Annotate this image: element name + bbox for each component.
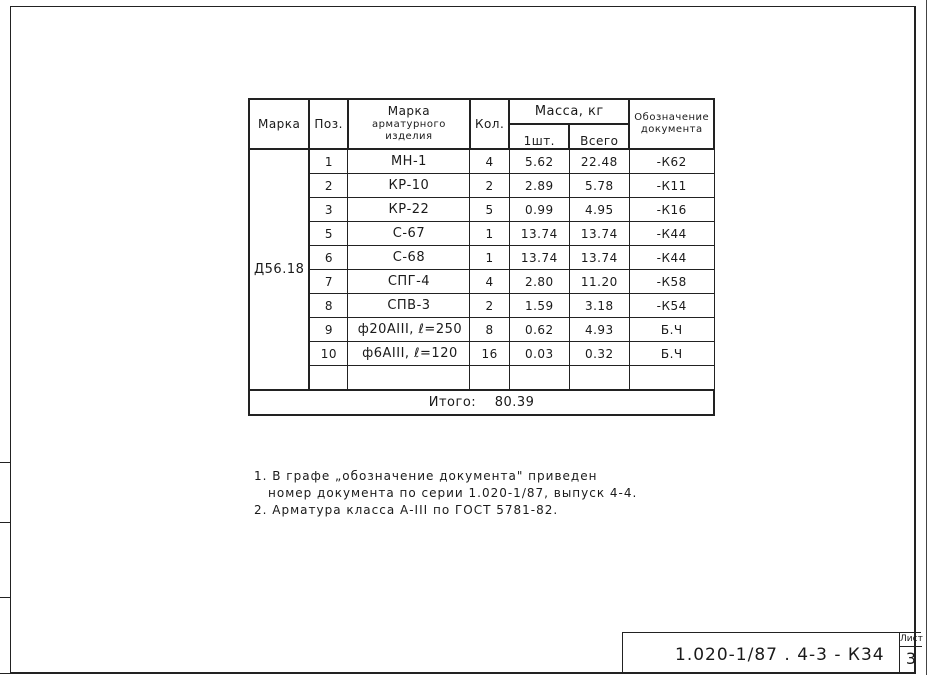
total-row <box>249 390 714 415</box>
cell-empty <box>309 366 348 391</box>
header-mass-total: Всего <box>569 124 629 149</box>
cell-name: С-68 <box>348 246 470 270</box>
table-row <box>249 222 714 246</box>
cell-doc: -К62 <box>629 149 714 174</box>
header-mass: Масса, кг <box>509 99 629 124</box>
cell-pos: 6 <box>309 246 348 270</box>
cell-qty: 1 <box>470 222 509 246</box>
cell-qty: 2 <box>470 174 509 198</box>
cell-mass-total: 3.18 <box>569 294 629 318</box>
cell-doc: -К11 <box>629 174 714 198</box>
cell-doc: -К44 <box>629 222 714 246</box>
cell-name: КР-10 <box>348 174 470 198</box>
cell-mass-total: 13.74 <box>569 222 629 246</box>
cell-pos: 5 <box>309 222 348 246</box>
sheet-box <box>899 633 922 673</box>
cell-doc: -К16 <box>629 198 714 222</box>
margin-box-3 <box>0 597 10 674</box>
cell-pos: 2 <box>309 174 348 198</box>
note-1-line-1: 1. В графе „обозначение документа" приведен <box>254 469 598 483</box>
header-qty: Кол. <box>470 99 509 149</box>
cell-empty <box>509 366 569 391</box>
cell-mass-one: 0.62 <box>509 318 569 342</box>
document-code: 1.020-1/87 . 4-3 - К34 <box>675 645 885 665</box>
cell-qty: 4 <box>470 270 509 294</box>
cell-mass-one: 0.99 <box>509 198 569 222</box>
cell-mass-total: 22.48 <box>569 149 629 174</box>
header-item-line3: изделия <box>385 131 433 142</box>
cell-qty: 1 <box>470 246 509 270</box>
header-item <box>348 99 470 149</box>
frame-top-line <box>10 6 915 7</box>
cell-name: СПВ-3 <box>348 294 470 318</box>
cell-doc: Б.Ч <box>629 342 714 366</box>
cell-empty <box>470 366 509 391</box>
cell-mass-total: 4.95 <box>569 198 629 222</box>
cell-mass-total: 0.32 <box>569 342 629 366</box>
cell-mass-one: 2.80 <box>509 270 569 294</box>
cell-mass-total: 11.20 <box>569 270 629 294</box>
notes-block <box>254 468 637 519</box>
margin-box-1 <box>0 462 10 523</box>
total-value: 80.39 <box>494 395 535 410</box>
table-row <box>249 270 714 294</box>
table-row <box>249 174 714 198</box>
header-doc <box>629 99 714 149</box>
cell-qty: 16 <box>470 342 509 366</box>
specification-table <box>248 98 715 416</box>
cell-name: С-67 <box>348 222 470 246</box>
cell-empty <box>629 366 714 391</box>
table-row-empty <box>249 366 714 391</box>
cell-mass-one: 13.74 <box>509 222 569 246</box>
header-doc-line2: документа <box>640 124 703 135</box>
cell-mass-one: 1.59 <box>509 294 569 318</box>
total-label: Итого: <box>428 395 477 410</box>
sheet-edge-line <box>926 0 927 675</box>
cell-mass-one: 0.03 <box>509 342 569 366</box>
cell-empty <box>348 366 470 391</box>
cell-name: ф20АIII, ℓ=250 <box>348 318 470 342</box>
table-row <box>249 246 714 270</box>
note-2: 2. Арматура класса А-III по ГОСТ 5781-82. <box>254 503 559 517</box>
header-item-line1: Марка <box>387 104 431 118</box>
cell-doc: -К44 <box>629 246 714 270</box>
cell-pos: 7 <box>309 270 348 294</box>
cell-name: КР-22 <box>348 198 470 222</box>
cell-pos: 3 <box>309 198 348 222</box>
cell-pos: 8 <box>309 294 348 318</box>
table-row <box>249 294 714 318</box>
margin-box-2 <box>0 522 10 598</box>
total-cell <box>249 390 714 415</box>
cell-doc: -К54 <box>629 294 714 318</box>
cell-pos: 10 <box>309 342 348 366</box>
cell-mass-total: 4.93 <box>569 318 629 342</box>
cell-name: МН-1 <box>348 149 470 174</box>
sheet-number: 3 <box>905 649 917 668</box>
table-row <box>249 318 714 342</box>
mark-value: Д56.18 <box>249 149 309 390</box>
title-stamp <box>622 632 921 673</box>
cell-qty: 5 <box>470 198 509 222</box>
header-pos: Поз. <box>309 99 348 149</box>
cell-mass-total: 5.78 <box>569 174 629 198</box>
note-1-line-2: номер документа по серии 1.020-1/87, выпуск 4-4. <box>268 486 638 500</box>
header-mass-one: 1шт. <box>509 124 569 149</box>
cell-pos: 1 <box>309 149 348 174</box>
frame-right-line <box>914 6 916 674</box>
cell-empty <box>569 366 629 391</box>
sheet-label: Лист <box>900 633 922 647</box>
cell-qty: 4 <box>470 149 509 174</box>
cell-mass-total: 13.74 <box>569 246 629 270</box>
cell-qty: 2 <box>470 294 509 318</box>
header-mark: Марка <box>249 99 309 149</box>
header-doc-line1: Обозначение <box>634 112 710 123</box>
cell-doc: -К58 <box>629 270 714 294</box>
cell-mass-one: 2.89 <box>509 174 569 198</box>
cell-name: СПГ-4 <box>348 270 470 294</box>
cell-doc: Б.Ч <box>629 318 714 342</box>
cell-qty: 8 <box>470 318 509 342</box>
table-row <box>249 149 714 174</box>
table-row <box>249 342 714 366</box>
cell-mass-one: 13.74 <box>509 246 569 270</box>
frame-left-line <box>10 6 11 674</box>
cell-name: ф6АIII, ℓ=120 <box>348 342 470 366</box>
header-item-line2: арматурного <box>372 119 446 130</box>
cell-pos: 9 <box>309 318 348 342</box>
cell-mass-one: 5.62 <box>509 149 569 174</box>
table-row <box>249 198 714 222</box>
